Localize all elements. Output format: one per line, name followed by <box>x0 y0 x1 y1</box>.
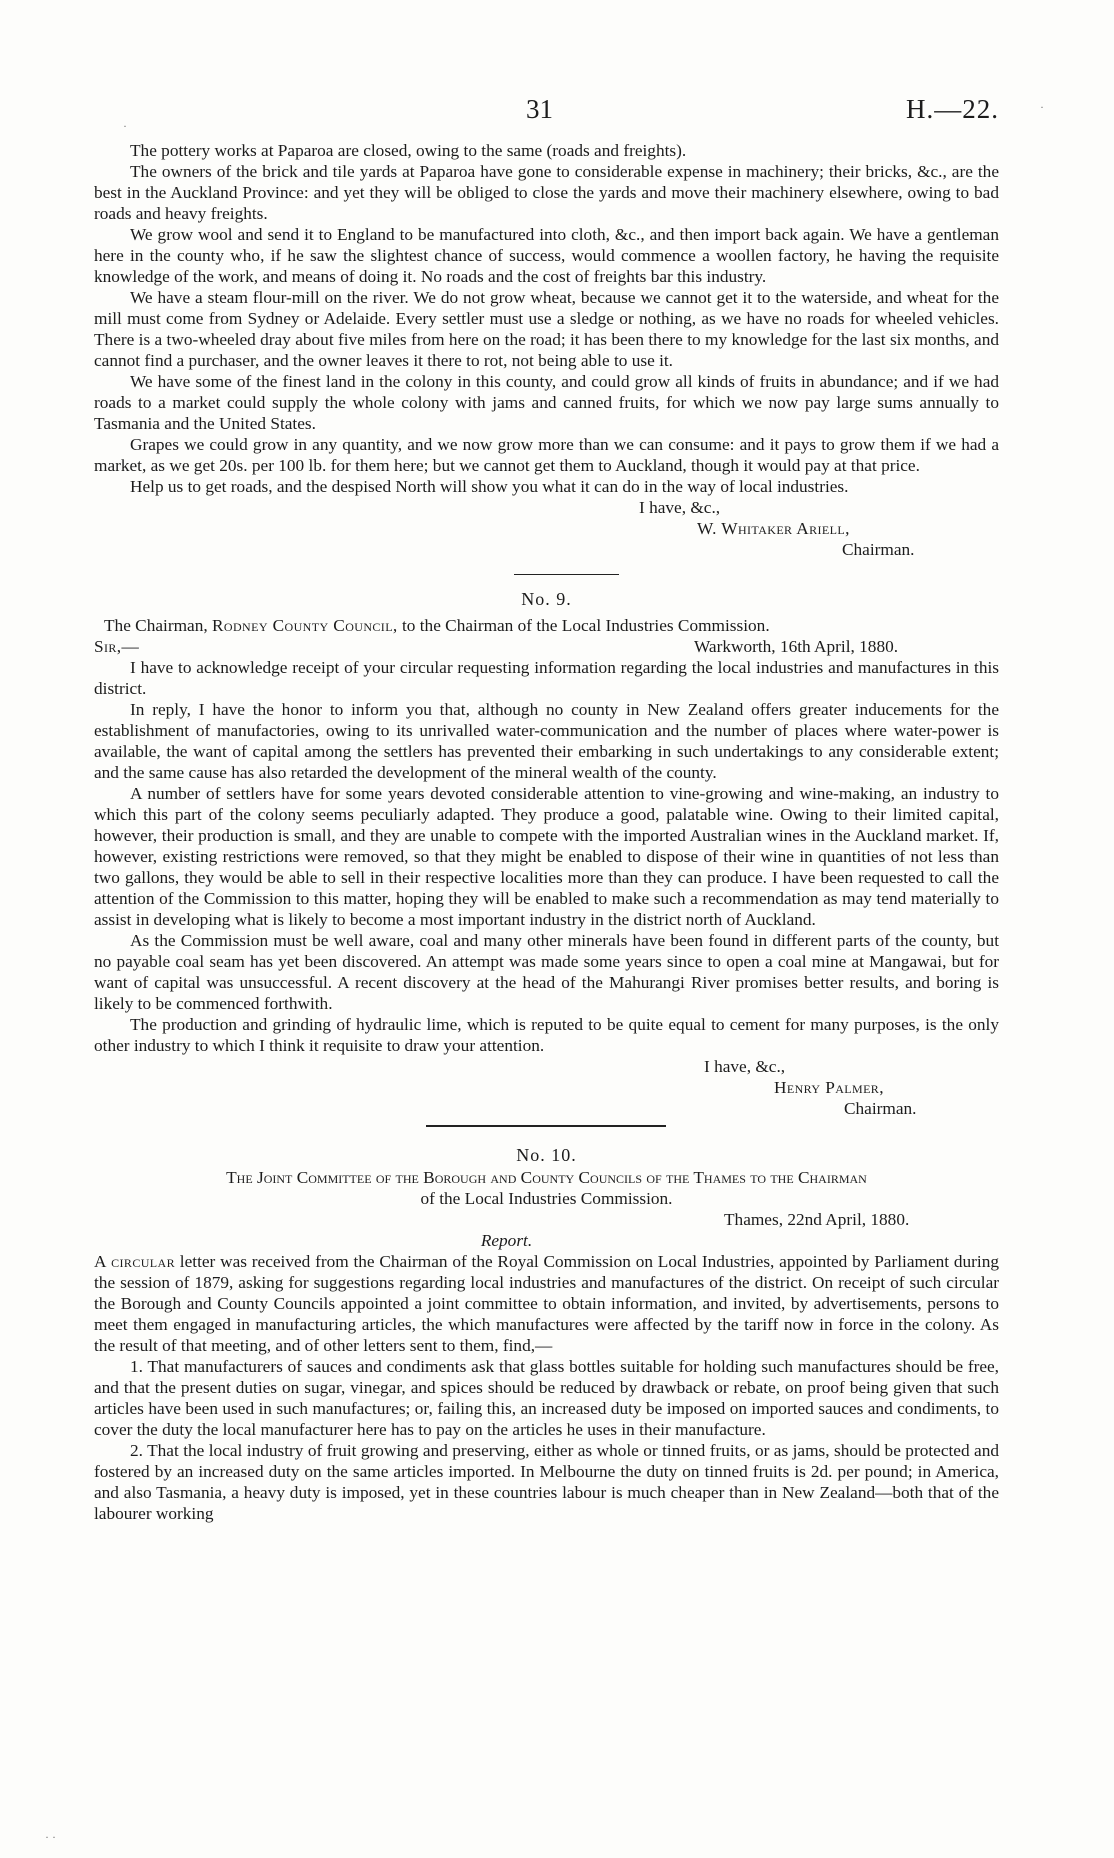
print-speck: · <box>1040 100 1044 114</box>
page-header <box>94 94 999 140</box>
paragraph: We have some of the finest land in the colony in this county, and could grow all kinds of fruits in abundance; and if we had roads to a market could supply the whole colony with jams and canned fruits, for which we now pay large sums annually to Tasmania and the United States. <box>94 372 999 433</box>
salutation: Sir,— <box>94 637 140 656</box>
section-number: No. 9. <box>521 589 572 609</box>
letter-address <box>94 615 999 636</box>
signatory-title: Chairman. <box>844 1099 917 1118</box>
section-no-9 <box>94 587 999 1119</box>
paragraph <box>94 1251 999 1356</box>
closing-salutation: I have, &c., <box>704 1057 786 1076</box>
section-no-10 <box>94 1143 999 1524</box>
print-speck: · · <box>45 1830 56 1844</box>
paragraph: A number of settlers have for some years devoted considerable attention to vine-growing and wine-making, an industry to which this part of the colony seems peculiarly adapted. They produce a good, palatable wine. Owing to their limited capital, however, their production is small, and they are unable to compete with the imported Australian wines in the Auckland market. If, however, existing restrictions were removed, so that they might be enabled to dispose of their wine in quantities of not less than two gallons, they would be able to sell in their respective localities more than they can produce. I have been requested to call the attention of the Commission to this matter, hoping they will be enabled to make such a recommendation as may tend materially to assist in developing what is likely to become a most important industry in the district north of Auckland. <box>94 784 999 929</box>
signature-block <box>94 1056 999 1119</box>
paragraph: The owners of the brick and tile yards at Paparoa have gone to considerable expense in machinery; their bricks, &c., are the best in the Auckland Province: and yet they will be obliged to close the yards and move their machinery elsewhere, owing to bad roads and heavy freights. <box>94 162 999 223</box>
signature-block <box>94 497 999 560</box>
paragraph <box>94 476 999 497</box>
lead-word: A circular <box>94 1252 175 1271</box>
address-organisation: Rodney County Council, <box>211 616 398 635</box>
place-date: Thames, 22nd April, 1880. <box>724 1210 910 1229</box>
paragraph: I have to acknowledge receipt of your circular requesting information regarding the local industries and manufactures in this district. <box>94 658 999 698</box>
letter-address-line: of the Local Industries Commission. <box>420 1189 673 1208</box>
section-divider <box>426 1125 666 1127</box>
document-page <box>94 94 999 1524</box>
numbered-item: 2. That the local industry of fruit growing and preserving, either as whole or tinned fruits, or as jams, should be protected and fostered by an increased duty on the same articles imported. In Melbourne the duty on tinned fruits is 2d. per pound; in America, and also Tasmania, a heavy duty is imposed, yet in these countries labour is much cheaper than in New Zealand—both that of the labourer working <box>94 1441 999 1523</box>
signatory-name: W. Whitaker Ariell, <box>697 519 850 538</box>
place-date: Warkworth, 16th April, 1880. <box>694 637 899 656</box>
salutation-line <box>94 636 999 657</box>
letter-address-line: The Joint Committee of the Borough and County Councils of the Thames to the Chairman <box>226 1168 867 1187</box>
closing-salutation: I have, &c., <box>639 498 721 517</box>
report-title: Report. <box>480 1231 533 1250</box>
numbered-item: 1. That manufacturers of sauces and condiments ask that glass bottles suitable for holding such manufactures should be free, and that the present duties on sugar, vinegar, and spices should be reduced by drawback or rebate, on proof being given that such articles have been used in such manufactures; or, failing this, an increased duty be imposed on imported sauces and condiments, to cover the duty the local manufacturer here has to pay on the articles he uses in their manufacture. <box>94 1357 999 1439</box>
section-divider <box>514 574 619 575</box>
paragraph: The production and grinding of hydraulic lime, which is reputed to be quite equal to cement for many purposes, is the only other industry to which I think it requisite to draw your attention. <box>94 1015 999 1055</box>
page-number: 31 <box>526 94 553 124</box>
paragraph: We have a steam flour-mill on the river. We do not grow wheat, because we cannot get it to the waterside, and wheat for the mill must come from Sydney or Adelaide. Every settler must use a sledge or nothing, as we have no roads for wheeled vehicles. There is a two-wheeled dray about five miles from here on the road; it has been there to my knowledge for the last six months, and cannot find a purchaser, and the owner leaves it there to rot, not being able to use it. <box>94 288 999 370</box>
signatory-title: Chairman. <box>842 540 915 559</box>
address-prefix: The Chairman, <box>104 616 208 635</box>
section-number: No. 10. <box>516 1145 577 1165</box>
closing-paragraph-text: Help us to get roads, and the despised North will show you what it can do in the way of local industries. <box>130 477 849 496</box>
print-speck: · <box>123 119 127 133</box>
signatory-name: Henry Palmer, <box>774 1078 884 1097</box>
address-suffix: to the Chairman of the Local Industries Commission. <box>401 616 770 635</box>
paragraph: The pottery works at Paparoa are closed, owing to the same (roads and freights). <box>130 141 687 160</box>
paragraph-text: letter was received from the Chairman of the Royal Commission on Local Industries, appointed by Parliament during the session of 1879, asking for suggestions regarding local industries and manufactures of the district. On receipt of such circular the Borough and County Councils appointed a joint committee to obtain information, and invited, by advertisements, persons to meet them engaged in manufacturing articles, the which manufactures were affected by the tariff now in force in the colony. As the result of that meeting, and of other letters sent to them, find,— <box>94 1252 999 1355</box>
paragraph: We grow wool and send it to England to be manufactured into cloth, &c., and then import back again. We have a gentleman here in the county who, if he saw the slightest chance of success, would commence a woollen factory, he having the requisite knowledge of the work, and means of doing it. No roads and the cost of freights bar this industry. <box>94 225 999 286</box>
section-continued-letter <box>94 140 999 560</box>
document-reference: H.—22. <box>906 94 999 124</box>
paragraph: In reply, I have the honor to inform you that, although no county in New Zealand offers greater inducements for the establishment of manufactories, owing to its unrivalled water-communication and the number of places where water-power is available, the want of capital among the settlers has prevented their embarking in such undertakings to any considerable extent; and the same cause has also retarded the development of the mineral wealth of the county. <box>94 700 999 782</box>
paragraph: As the Commission must be well aware, coal and many other minerals have been found in different parts of the county, but no payable coal seam has yet been discovered. An attempt was made some years since to open a coal mine at Mangawai, but for want of capital was unsuccessful. A recent discovery at the head of the Mahurangi River promises better results, and boring is likely to be commenced forthwith. <box>94 931 999 1013</box>
paragraph: Grapes we could grow in any quantity, and we now grow more than we can consume: and it pays to grow them if we had a market, as we get 20s. per 100 lb. for them here; but we cannot get them to Auckland, though it would pay at that price. <box>94 435 999 475</box>
